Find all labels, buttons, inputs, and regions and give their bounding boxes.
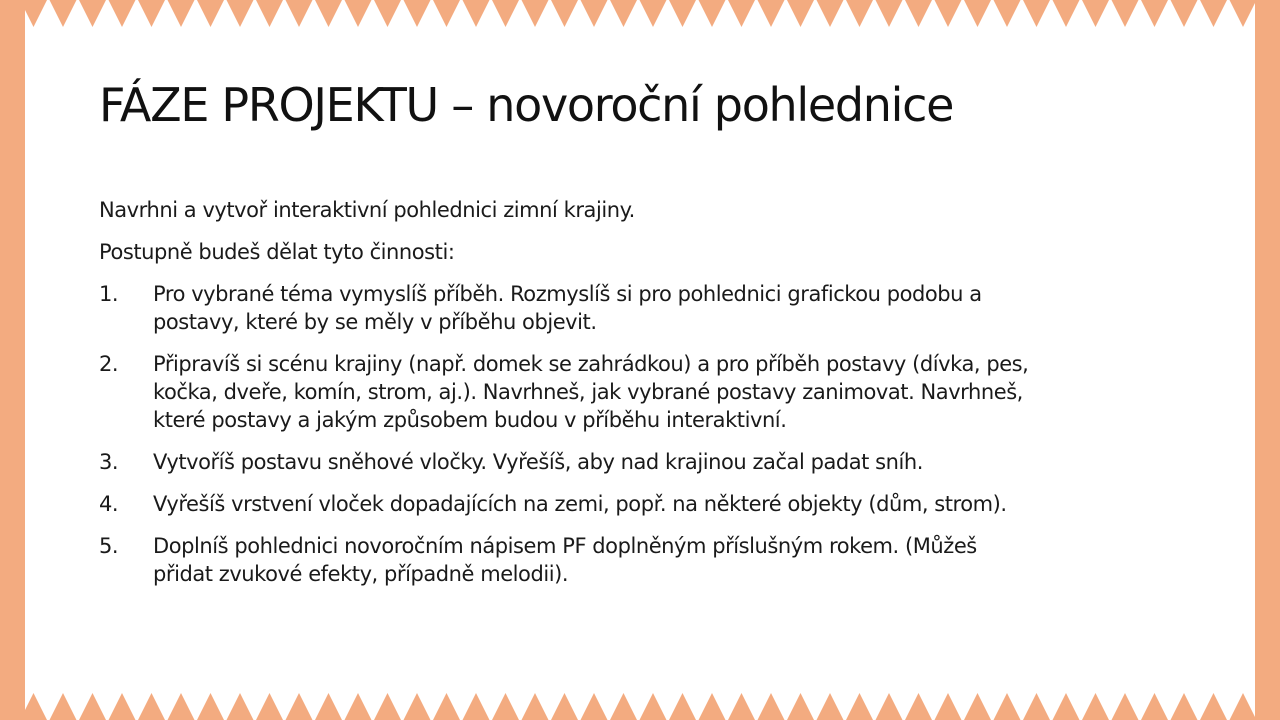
triangle-ornament (1259, 0, 1280, 27)
triangle-ornament (374, 0, 401, 27)
triangle-ornament (1053, 0, 1080, 27)
triangle-ornament (1200, 693, 1227, 720)
list-item (99, 350, 1179, 434)
triangle-ornament (551, 0, 578, 27)
triangle-ornament (964, 693, 991, 720)
triangle-ornament (994, 0, 1021, 27)
triangle-ornament (699, 0, 726, 27)
triangle-ornament (286, 0, 313, 27)
triangle-ornament (610, 693, 637, 720)
triangle-ornament (787, 0, 814, 27)
triangle-ornament (846, 0, 873, 27)
triangle-ornament (197, 0, 224, 27)
triangle-ornament (1082, 693, 1109, 720)
triangle-ornament (404, 0, 431, 27)
triangle-ornament (758, 693, 785, 720)
triangle-ornament (138, 693, 165, 720)
triangle-ornament (374, 693, 401, 720)
step-text (153, 280, 1179, 336)
triangle-ornament (1230, 693, 1257, 720)
triangle-ornament (345, 0, 372, 27)
triangle-ornament (551, 693, 578, 720)
left-border-stripe (0, 0, 25, 720)
triangle-ornament (935, 693, 962, 720)
step-text (153, 532, 1179, 588)
triangle-ornament (286, 693, 313, 720)
triangle-ornament (640, 0, 667, 27)
right-border-stripe (1255, 0, 1280, 720)
list-item (99, 280, 1179, 336)
triangle-ornament (1171, 693, 1198, 720)
triangle-ornament (315, 693, 342, 720)
triangle-ornament (1141, 693, 1168, 720)
step-line: Vytvoříš postavu sněhové vločky. Vyřešíš, aby nad krajinou začal padat sníh. (153, 450, 924, 474)
triangle-ornament (522, 0, 549, 27)
bottom-triangle-border (0, 686, 1280, 720)
triangle-ornament (168, 0, 195, 27)
triangle-ornament (876, 693, 903, 720)
step-line: Pro vybrané téma vymyslíš příběh. Rozmyslíš si pro pohlednici grafickou podobu a (153, 282, 982, 306)
slide-title: FÁZE PROJEKTU – novoroční pohlednice (99, 78, 954, 132)
steps-list (99, 280, 1179, 588)
triangle-ornament (610, 0, 637, 27)
triangle-ornament (1141, 0, 1168, 27)
triangle-ornament (964, 0, 991, 27)
list-item (99, 532, 1179, 588)
top-triangle-border (0, 0, 1280, 34)
triangle-ornament (463, 693, 490, 720)
triangle-ornament (256, 0, 283, 27)
step-text (153, 350, 1179, 434)
triangle-ornament (227, 0, 254, 27)
triangle-ornament (492, 693, 519, 720)
triangle-ornament (699, 693, 726, 720)
triangle-ornament (168, 693, 195, 720)
triangle-ornament (728, 693, 755, 720)
triangle-ornament (50, 693, 77, 720)
triangle-ornament (1023, 0, 1050, 27)
triangle-ornament (20, 693, 47, 720)
step-line: Doplníš pohlednici novoročním nápisem PF doplněným příslušným rokem. (Můžeš (153, 534, 977, 558)
triangle-ornament (935, 0, 962, 27)
triangle-ornament (1053, 693, 1080, 720)
triangle-ornament (817, 693, 844, 720)
step-line: přidat zvukové efekty, případně melodii). (153, 562, 569, 586)
step-text (153, 490, 1179, 518)
triangle-ornament (1112, 693, 1139, 720)
step-line: postavy, které by se měly v příběhu objevit. (153, 310, 597, 334)
triangle-ornament (1230, 0, 1257, 27)
slide-body (99, 196, 1179, 602)
list-item (99, 490, 1179, 518)
triangle-ornament (315, 0, 342, 27)
list-item (99, 448, 1179, 476)
triangle-ornament (1023, 693, 1050, 720)
triangle-ornament (1112, 0, 1139, 27)
step-number: 2. (99, 352, 119, 376)
step-number: 1. (99, 282, 119, 306)
triangle-ornament (846, 693, 873, 720)
triangle-ornament (581, 0, 608, 27)
triangle-ornament (0, 693, 18, 720)
triangle-ornament (1200, 0, 1227, 27)
step-text (153, 448, 1179, 476)
triangle-ornament (404, 693, 431, 720)
triangle-ornament (1259, 693, 1280, 720)
triangle-ornament (109, 0, 136, 27)
triangle-ornament (905, 693, 932, 720)
triangle-ornament (1082, 0, 1109, 27)
step-line: Připravíš si scénu krajiny (např. domek se zahrádkou) a pro příběh postavy (dívka, pes, (153, 352, 1029, 376)
step-line: Vyřešíš vrstvení vloček dopadajících na zemi, popř. na některé objekty (dům, strom). (153, 492, 1007, 516)
step-line: kočka, dveře, komín, strom, aj.). Navrhneš, jak vybrané postavy zanimovat. Navrhneš, (153, 380, 1023, 404)
triangle-ornament (669, 693, 696, 720)
triangle-ornament (463, 0, 490, 27)
triangle-ornament (197, 693, 224, 720)
triangle-ornament (138, 0, 165, 27)
triangle-ornament (20, 0, 47, 27)
triangle-ornament (50, 0, 77, 27)
triangle-ornament (227, 693, 254, 720)
step-number: 4. (99, 492, 119, 516)
triangle-ornament (581, 693, 608, 720)
triangle-ornament (758, 0, 785, 27)
triangle-ornament (994, 693, 1021, 720)
step-number: 3. (99, 450, 119, 474)
triangle-ornament (817, 0, 844, 27)
triangle-ornament (79, 0, 106, 27)
triangle-ornament (109, 693, 136, 720)
triangle-ornament (522, 693, 549, 720)
triangle-ornament (345, 693, 372, 720)
triangle-ornament (787, 693, 814, 720)
triangle-ornament (79, 693, 106, 720)
triangle-ornament (669, 0, 696, 27)
intro-text: Navrhni a vytvoř interaktivní pohlednici zimní krajiny. (99, 198, 635, 222)
triangle-ornament (256, 693, 283, 720)
step-line: které postavy a jakým způsobem budou v příběhu interaktivní. (153, 408, 787, 432)
triangle-ornament (640, 693, 667, 720)
triangle-ornament (876, 0, 903, 27)
triangle-ornament (1171, 0, 1198, 27)
triangle-ornament (728, 0, 755, 27)
lead-text: Postupně budeš dělat tyto činnosti: (99, 240, 455, 264)
triangle-ornament (433, 0, 460, 27)
triangle-ornament (492, 0, 519, 27)
step-number: 5. (99, 534, 119, 558)
triangle-ornament (905, 0, 932, 27)
triangle-ornament (433, 693, 460, 720)
triangle-ornament (0, 0, 18, 27)
